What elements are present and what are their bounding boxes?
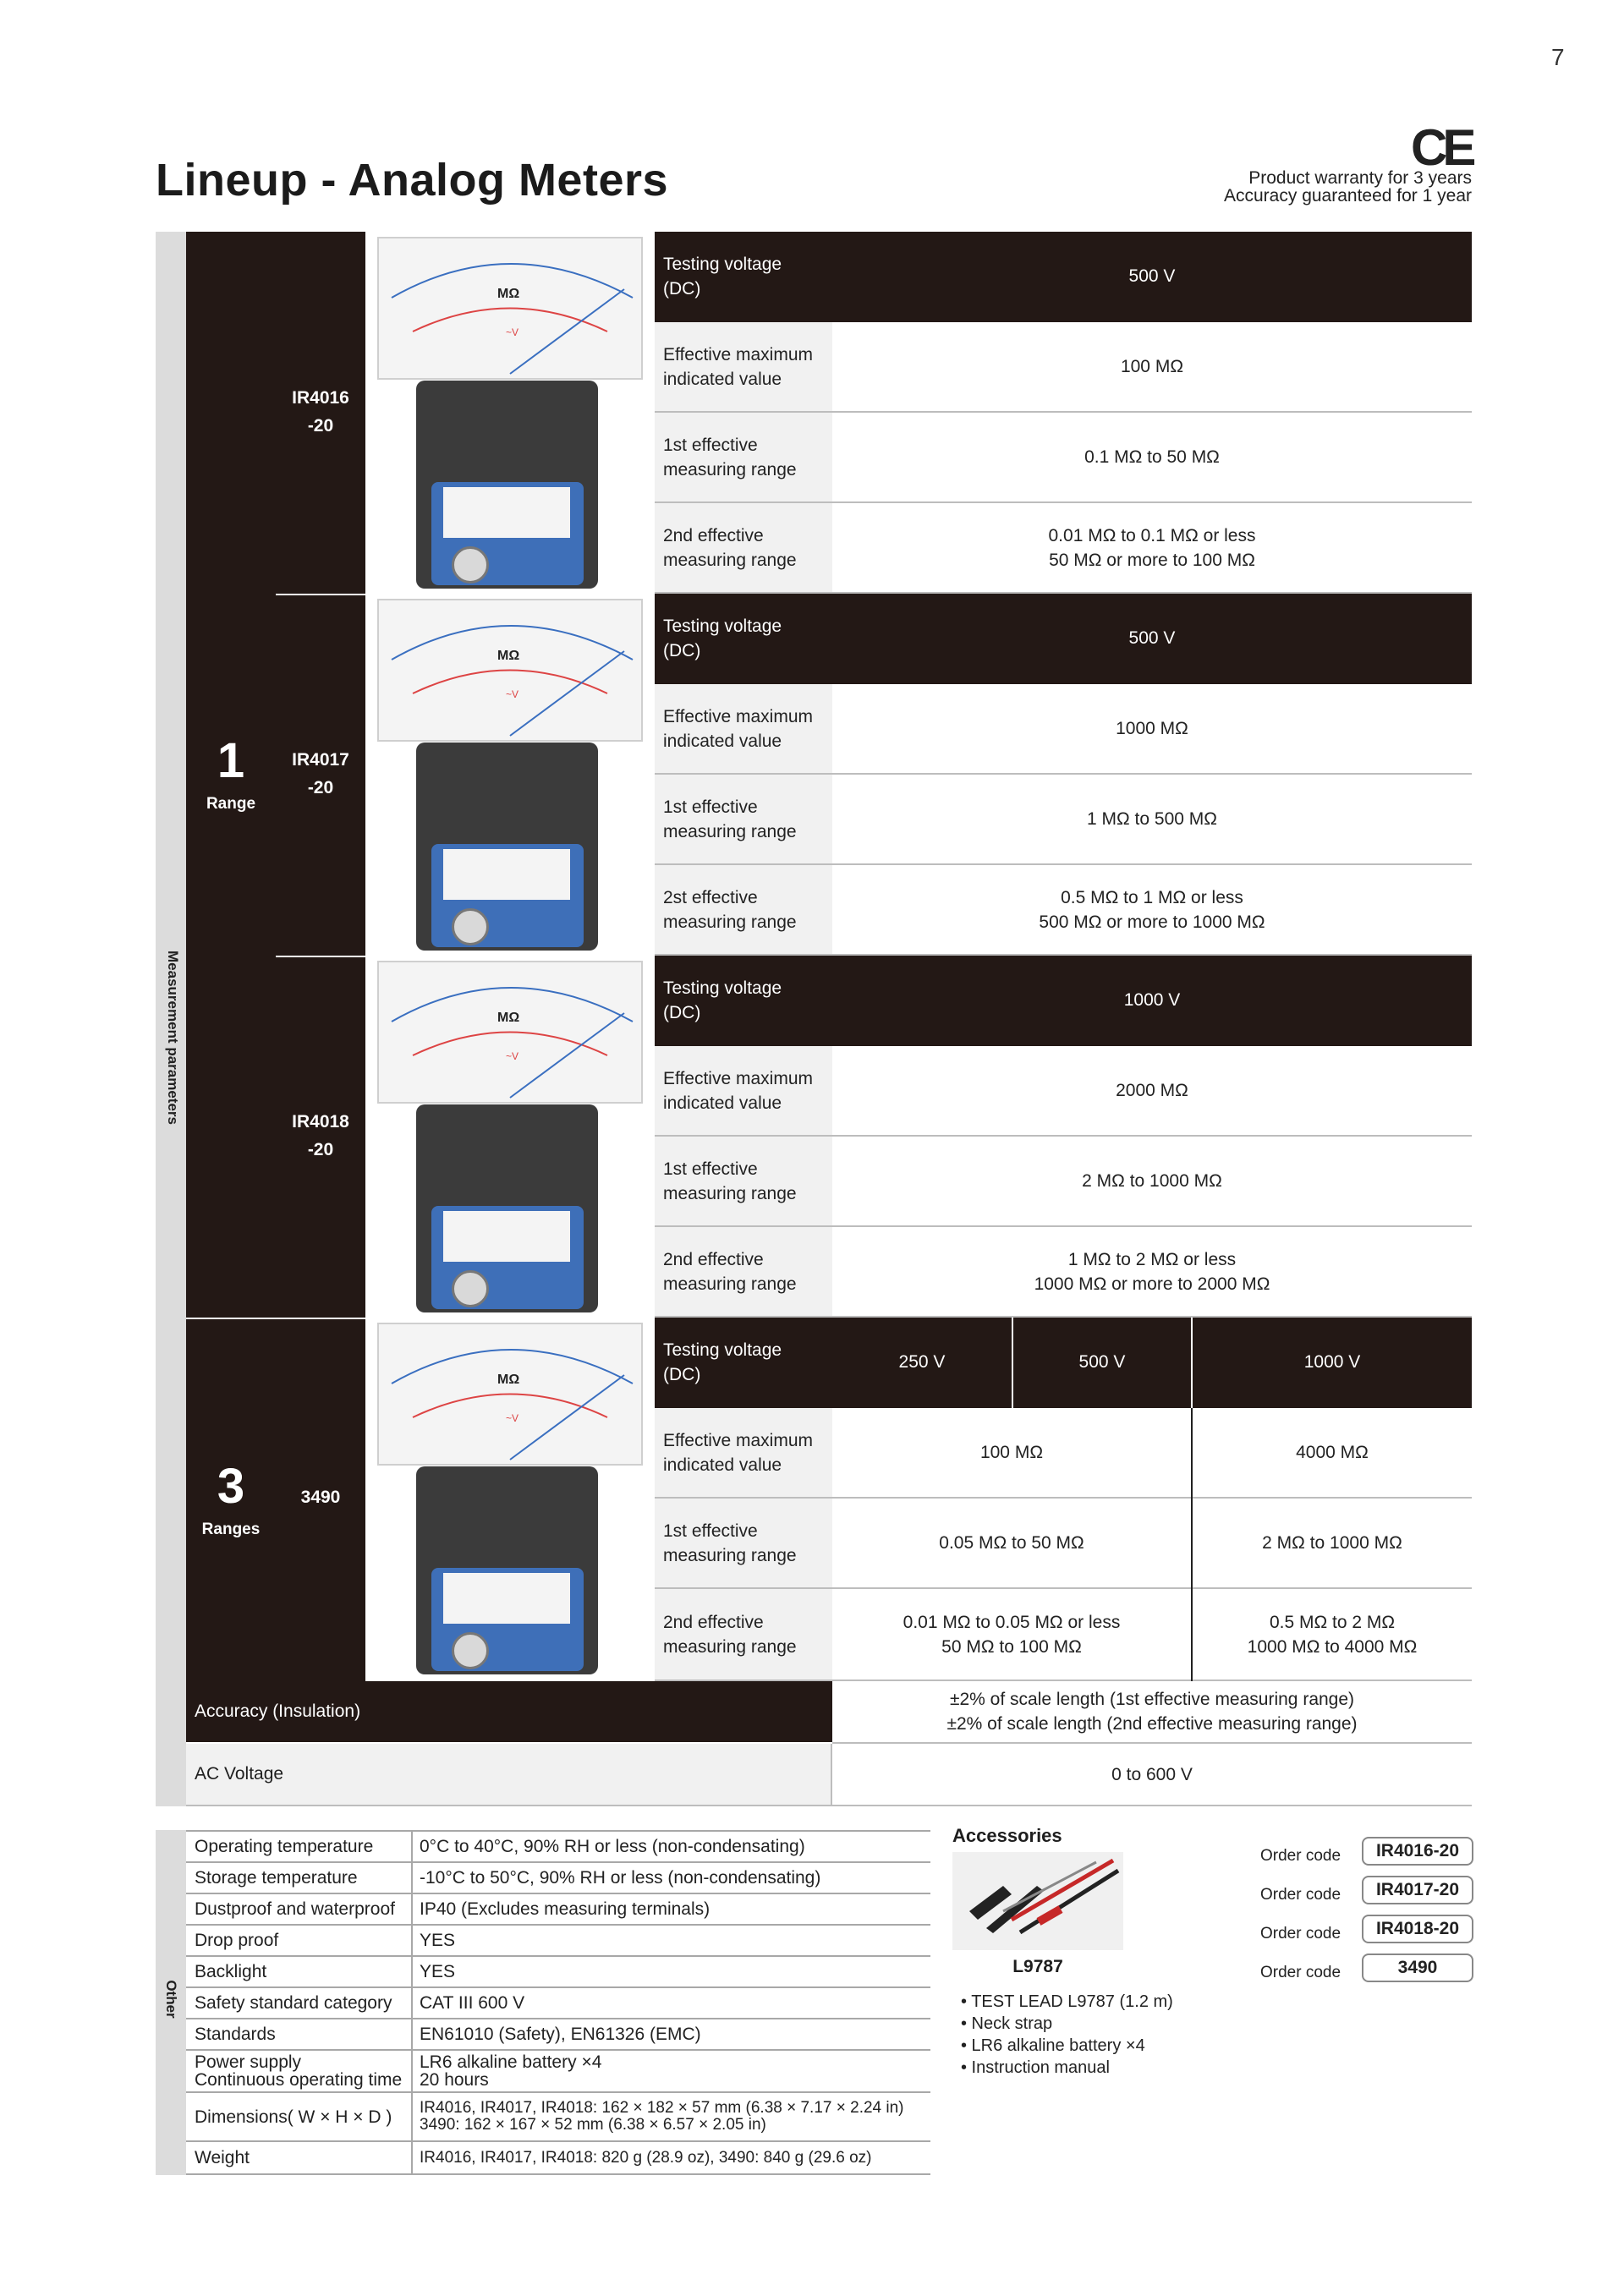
table-row: Backlight YES — [186, 1957, 930, 1988]
table-row: Storage temperature -10°C to 50°C, 90% RH or less (non-condensating) — [186, 1863, 930, 1894]
param-label: Effective maximum indicated value — [655, 684, 832, 775]
cell-divider — [1191, 1408, 1193, 1681]
ce-mark-icon: CE — [1411, 119, 1472, 176]
param-value: 2 MΩ to 1000 MΩ — [1193, 1499, 1472, 1589]
other-label: Other — [163, 1980, 179, 2019]
param-value: 2000 MΩ — [832, 1046, 1472, 1137]
svg-text:MΩ: MΩ — [497, 649, 520, 663]
table-row: Operating temperature 0°C to 40°C, 90% RH or less (non-condensating) — [186, 1832, 930, 1863]
param-value: 0.05 MΩ to 50 MΩ — [832, 1499, 1191, 1589]
page-number: 7 — [1551, 44, 1565, 70]
param-value: 1000 MΩ — [832, 684, 1472, 775]
measurement-parameters-label: Measurement parameters — [165, 951, 181, 1125]
meter-photo — [365, 956, 650, 1318]
group-separator — [186, 1318, 365, 1319]
order-code-label: Order code — [1260, 1964, 1341, 1981]
range-count: 3 — [217, 1459, 245, 1514]
accessory-name: L9787 — [1012, 1957, 1063, 1976]
param-value: 0.5 MΩ to 1 MΩ or less 500 MΩ or more to 1000 MΩ — [832, 865, 1472, 956]
param-value: 0.5 MΩ to 2 MΩ 1000 MΩ to 4000 MΩ — [1193, 1589, 1472, 1681]
list-item: • LR6 alkaline battery ×4 — [961, 2036, 1145, 2055]
model-name: IR4016 -20 — [292, 388, 349, 436]
accuracy-label-cell — [186, 1681, 832, 1742]
page-title: Lineup - Analog Meters — [156, 155, 669, 205]
param-value: 0.01 MΩ to 0.1 MΩ or less 50 MΩ or more to 100 MΩ — [832, 503, 1472, 594]
table-row: Weight IR4016, IR4017, IR4018: 820 g (28.9 oz), 3490: 840 g (29.6 oz) — [186, 2142, 930, 2175]
param-value: 0.01 MΩ to 0.05 MΩ or less 50 MΩ to 100 MΩ — [832, 1589, 1191, 1681]
param-label: 1st effective measuring range — [655, 1137, 832, 1227]
param-label: 2nd effective measuring range — [655, 1227, 832, 1318]
warranty-line-2: Accuracy guaranteed for 1 year — [1224, 186, 1472, 205]
range-word: Ranges — [201, 1521, 261, 1538]
param-label: 1st effective measuring range — [655, 775, 832, 865]
model-name: IR4018 -20 — [292, 1112, 349, 1159]
list-item: • Neck strap — [961, 2014, 1053, 2033]
svg-text:~V: ~V — [506, 688, 519, 700]
param-value: 250 V — [832, 1318, 1012, 1408]
order-code-label: Order code — [1260, 1847, 1341, 1865]
order-code-label: Order code — [1260, 1886, 1341, 1904]
ac-voltage-value: 0 to 600 V — [832, 1744, 1472, 1806]
model-separator — [276, 956, 365, 957]
param-label: Effective maximum indicated value — [655, 322, 832, 413]
param-value: 100 MΩ — [832, 322, 1472, 413]
param-label: Effective maximum indicated value — [655, 1408, 832, 1499]
order-code-badge: 3490 — [1362, 1954, 1473, 1982]
param-value: 1000 V — [1193, 1318, 1472, 1408]
order-code-badge: IR4016-20 — [1362, 1837, 1473, 1866]
param-label: Testing voltage (DC) — [655, 232, 832, 322]
warranty-note — [1224, 169, 1472, 205]
svg-text:MΩ: MΩ — [497, 287, 520, 301]
param-value: 1 MΩ to 2 MΩ or less 1000 MΩ or more to 2000 MΩ — [832, 1227, 1472, 1318]
param-label: 2nd effective measuring range — [655, 1589, 832, 1681]
param-value: 100 MΩ — [832, 1408, 1191, 1499]
param-value: 500 V — [832, 594, 1472, 684]
param-label: 1st effective measuring range — [655, 1499, 832, 1589]
order-code-badge: IR4017-20 — [1362, 1876, 1473, 1904]
table-row: Power supply Continuous operating time LR6 alkaline battery ×4 20 hours — [186, 2051, 930, 2093]
ac-voltage-label-cell — [186, 1744, 832, 1806]
order-code-badge: IR4018-20 — [1362, 1915, 1473, 1943]
param-label: Testing voltage (DC) — [655, 594, 832, 684]
model-name: IR4017 -20 — [292, 750, 349, 797]
table-row: Dustproof and waterproof IP40 (Excludes measuring terminals) — [186, 1894, 930, 1926]
param-value: 4000 MΩ — [1193, 1408, 1472, 1499]
accuracy-label: Accuracy (Insulation) — [195, 1701, 361, 1721]
test-lead-icon — [952, 1852, 1123, 1950]
param-label: 2nd effective measuring range — [655, 503, 832, 594]
range-count: 1 — [217, 733, 245, 788]
param-label: 1st effective measuring range — [655, 413, 832, 503]
svg-text:MΩ: MΩ — [497, 1373, 520, 1387]
param-value: 0.1 MΩ to 50 MΩ — [832, 413, 1472, 503]
meter-photo — [365, 232, 650, 594]
param-label: Testing voltage (DC) — [655, 956, 832, 1046]
model-name: 3490 — [300, 1488, 341, 1507]
list-item: • Instruction manual — [961, 2058, 1110, 2077]
meter-photo — [365, 594, 650, 956]
svg-text:~V: ~V — [506, 326, 519, 338]
list-item: • TEST LEAD L9787 (1.2 m) — [961, 1992, 1173, 2011]
table-row: Drop proof YES — [186, 1926, 930, 1957]
param-label: 2st effective measuring range — [655, 865, 832, 956]
spec-table — [156, 232, 1472, 1806]
svg-text:MΩ: MΩ — [497, 1011, 520, 1025]
meter-photo — [365, 1318, 650, 1681]
order-code-label: Order code — [1260, 1925, 1341, 1943]
accessories-title: Accessories — [952, 1825, 1062, 1846]
table-row: Dimensions( W × H × D ) IR4016, IR4017, IR4018: 162 × 182 × 57 mm (6.38 × 7.17 × 2.24 in) 3490: 162 × 167 × 52 mm (6.38 × 6.57 × 2.05 in) — [186, 2093, 930, 2142]
param-value: 500 V — [832, 232, 1472, 322]
param-value: 1 MΩ to 500 MΩ — [832, 775, 1472, 865]
param-label: Testing voltage (DC) — [655, 1318, 832, 1408]
ac-voltage-label: AC Voltage — [195, 1764, 284, 1784]
table-row: Standards EN61010 (Safety), EN61326 (EMC) — [186, 2019, 930, 2051]
svg-text:~V: ~V — [506, 1050, 519, 1062]
svg-text:~V: ~V — [506, 1412, 519, 1424]
model-separator — [276, 594, 365, 595]
warranty-line-1: Product warranty for 3 years — [1248, 168, 1472, 188]
param-value: 2 MΩ to 1000 MΩ — [832, 1137, 1472, 1227]
accessories-list — [961, 1991, 1173, 2079]
param-value: 500 V — [1013, 1318, 1191, 1408]
range-word: Range — [206, 795, 256, 813]
other-table — [156, 1830, 930, 2175]
cell-divider — [831, 1744, 832, 1806]
param-value: 1000 V — [832, 956, 1472, 1046]
param-label: Effective maximum indicated value — [655, 1046, 832, 1137]
accuracy-value: ±2% of scale length (1st effective measuring range) ±2% of scale length (2nd effective measuring range) — [832, 1681, 1472, 1744]
table-row: Safety standard category CAT III 600 V — [186, 1988, 930, 2019]
